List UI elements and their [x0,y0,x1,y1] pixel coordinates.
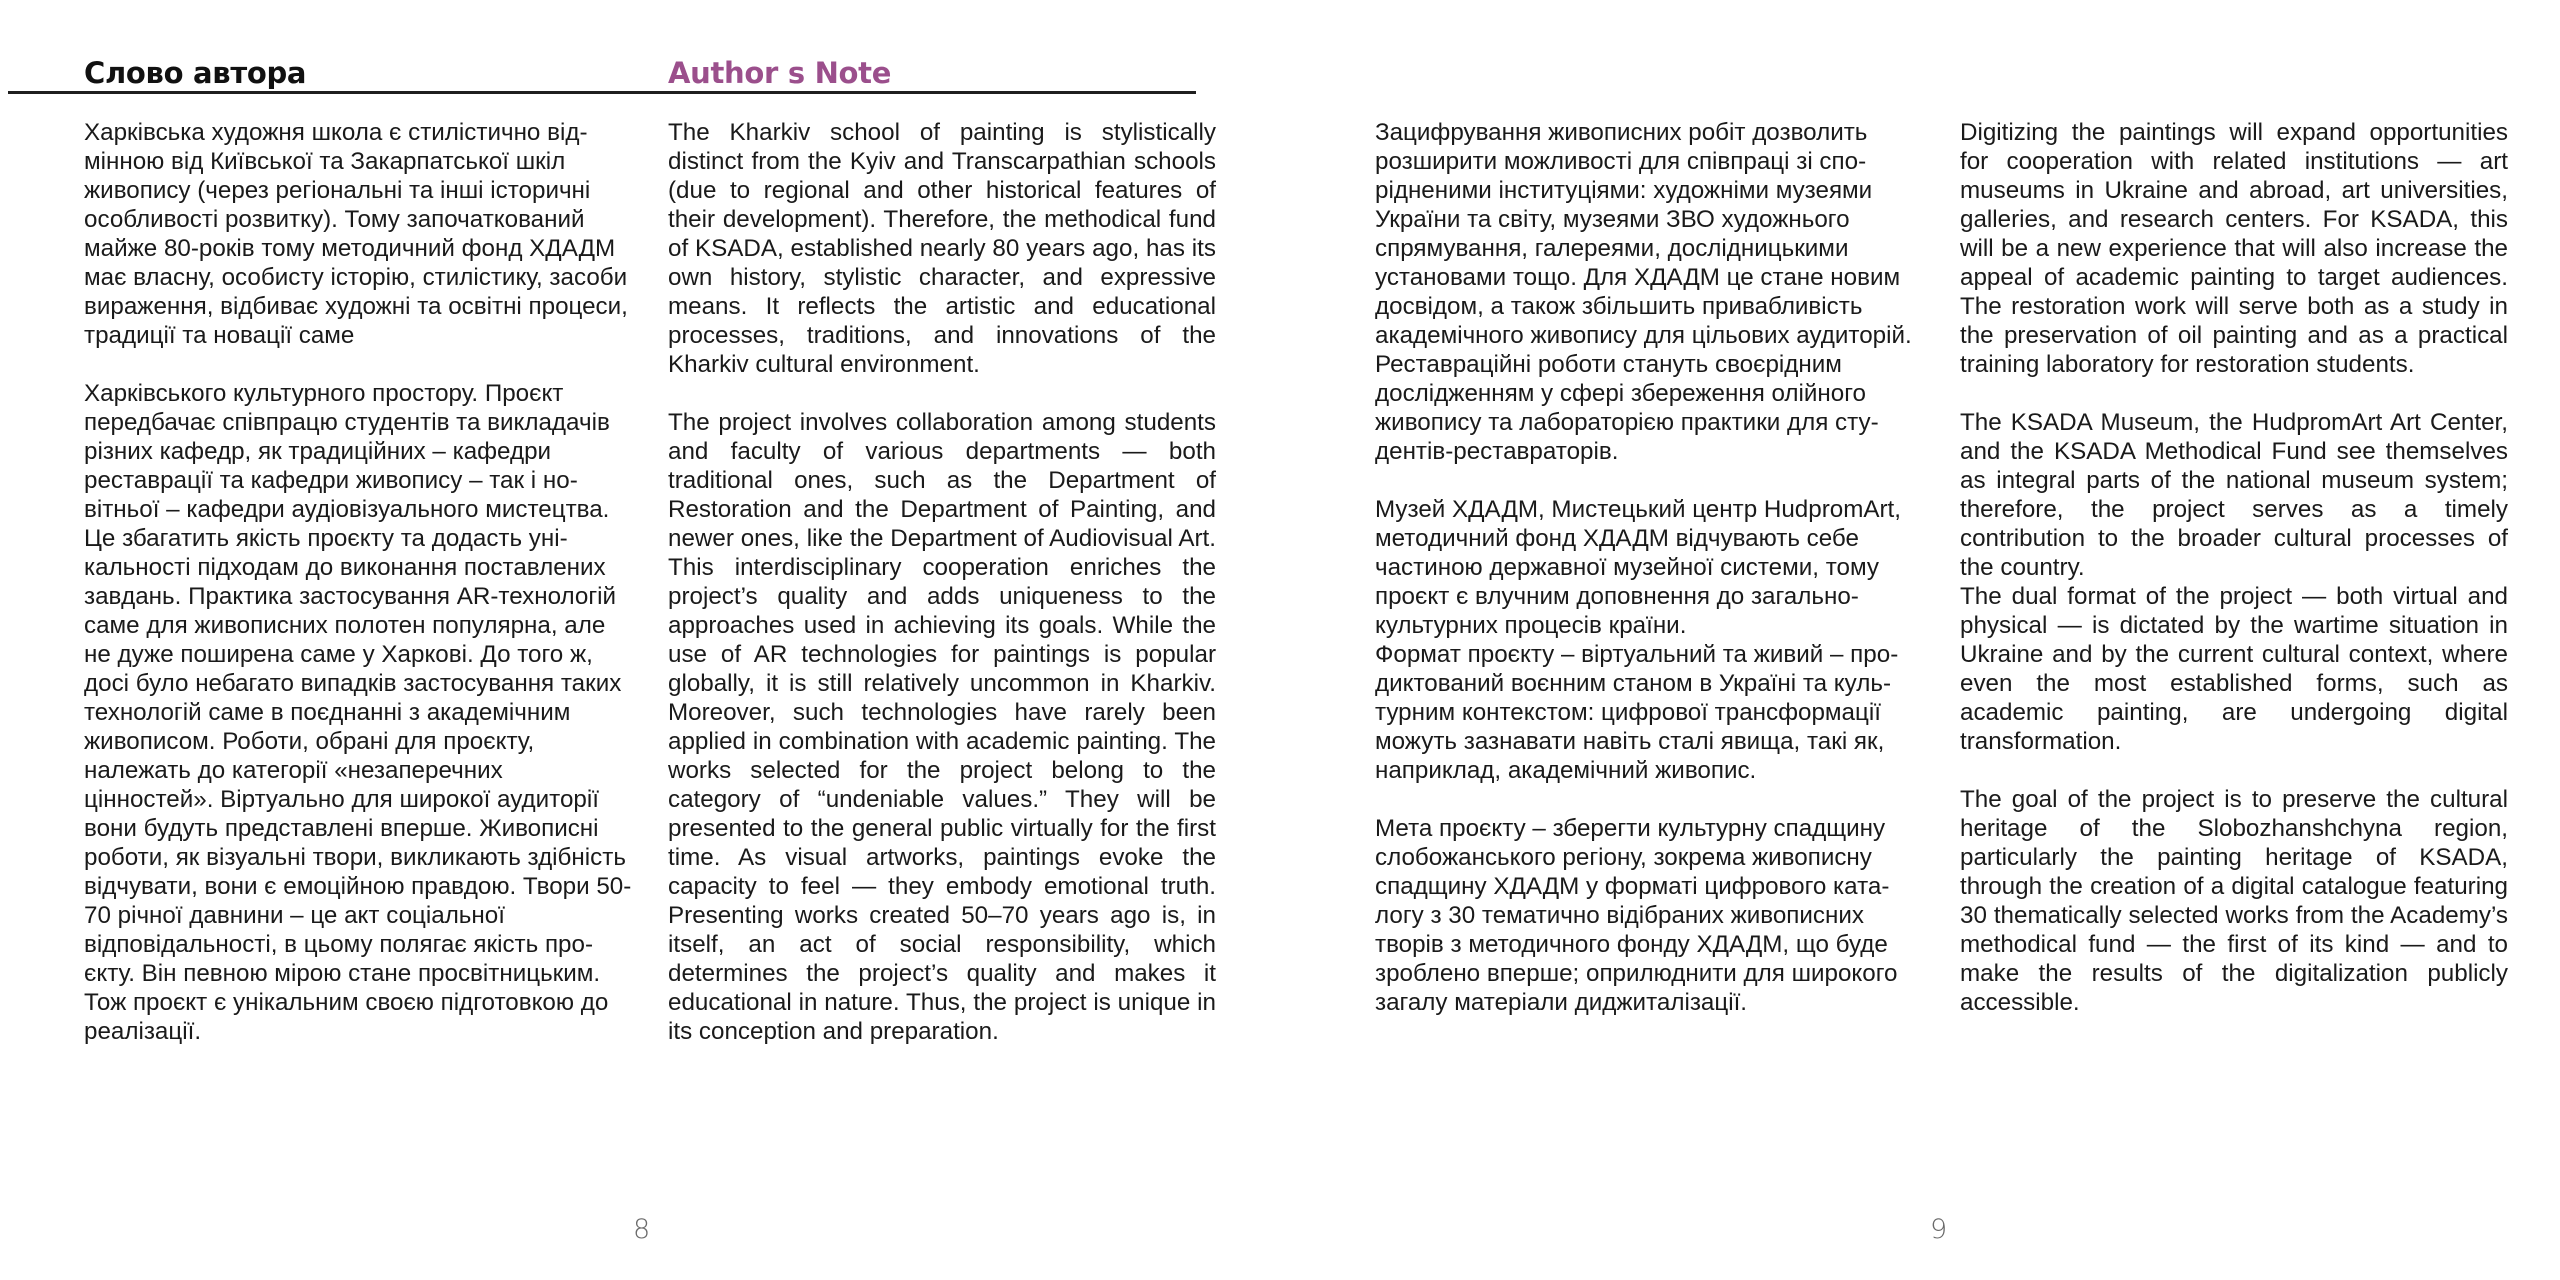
paragraph: Формат проєкту – віртуальний та живий – продиктований воєнним станом в Україні та культурним контекстом: цифрової трансформації можуть зазнавати навіть сталі явища, такі як, наприклад, академічний живопис. [1375,641,1899,784]
paragraph: Музей ХДАДМ, Мистецький центр HudpromArt, методичний фонд ХДАДМ відчувають себе частиною державної музейної системи, тому проєкт є влучним доповнення до загальнокультурних процесів країни. [1375,496,1901,639]
header-rule [8,91,1196,94]
section-title-ukrainian: Слово автора [84,56,307,90]
paragraph: The goal of the project is to preserve the cultural heritage of the Slobozhanshchyna region, particularly the painting heritage of KSADA, through the creation of a digital catalogue featuring 30 thematically selected works from the Academy’s methodical fund — the first of its kind — and to make the results of the digitalization publicly accessible. [1960,786,2508,1016]
paragraph: Харківська художня школа є стилістично відмінною від Київської та Закарпатської шкіл живопису (через регіональні та інші історичні особливості розвитку). Тому започаткований майже 80-років тому методичний фонд ХДАДМ має власну, особисту історію, стилістику, засоби вираження, відбиває художні та освітні процеси, традиції та новації саме [84,119,628,349]
paragraph: Мета проєкту – зберегти культурну спадщину слобожанського регіону, зокрема живописну спадщину ХДАДМ у форматі цифрового каталогу з 30 тематично відібраних живописних творів з методичного фонду ХДАДМ, що буде зроблено вперше; оприлюднити для широкого загалу матеріали диджиталізації. [1375,815,1898,1016]
paragraph-gap [1375,466,1923,495]
column-ukrainian-right [1375,118,1923,1017]
paragraph: Харківського культурного простору. Проєкт передбачає співпрацю студентів та викладачів різних кафедр, як традиційних – кафедри реставрації та кафедри живопису – так і новітньої – кафедри аудіовізуального мистецтва. Це збагатить якість проєкту та додасть унікальності підходам до виконання поставлених завдань. Практика застосування AR-технологій саме для живописних полотен популярна, але не дуже поширена саме у Харкові. До того ж, досі було небагато випадків застосування таких технологій саме в поєднанні з академічним живописом. Роботи, обрані для проєкту, належать до категорії «незаперечних цінностей». Віртуально для широкої аудиторії вони будуть представлені вперше. Живописні роботи, як візуальні твори, викликають здібність відчувати, вони є емоційною правдою. Твори 50-70 річної давнини – це акт соціальної відповідальності, в цьому полягає якість проєкту. Він певною мірою стане просвітницьким. Тож проєкт є унікальним своєю підготовкою до реалізації. [84,380,632,1045]
section-title-english: Author s Note [668,56,892,90]
paragraph: The project involves collaboration among students and faculty of various departments — both traditional ones, such as the Department of Restoration and the Department of Painting, and newer ones, like the Department of Audiovisual Art. This interdisciplinary cooperation enriches the project’s quality and adds uniqueness to the approaches used in achieving its goals. While the use of AR technologies for paintings is popular globally, it is still relatively uncommon in Kharkiv. Moreover, such technologies have rarely been applied in combination with academic painting. The works selected for the project belong to the category of “undeniable values.” They will be presented to the general public virtually for the first time. As visual artworks, paintings evoke the capacity to feel — they embody emotional truth. Presenting works created 50–70 years ago is, in itself, an act of social responsibility, which determines the project’s quality and makes it educational in nature. Thus, the project is unique in its conception and preparation. [668,409,1216,1045]
column-english-right [1960,118,2508,1017]
column-ukrainian-left [84,118,632,1046]
paragraph: The KSADA Museum, the HudpromArt Art Center, and the KSADA Methodical Fund see themselves as integral parts of the national museum system; therefore, the project serves as a timely contribution to the broader cultural processes of the country. [1960,409,2508,581]
paragraph-gap [668,379,1216,408]
page-number-right: 9 [1930,1214,1948,1245]
paragraph: Digitizing the paintings will expand opportunities for cooperation with related institutions — art museums in Ukraine and abroad, art universities, galleries, and research centers. For KSADA, this will be a new experience that will also increase the appeal of academic painting to target audiences. The restoration work will serve both as a study in the preservation of oil painting and as a practical training laboratory for restoration students. [1960,119,2508,378]
paragraph: The Kharkiv school of painting is stylistically distinct from the Kyiv and Transcarpathian schools (due to regional and other historical features of their development). Therefore, the methodical fund of KSADA, established nearly 80 years ago, has its own history, stylistic character, and expressive means. It reflects the artistic and educational processes, traditions, and innovations of the Kharkiv cultural environment. [668,119,1216,378]
paragraph-gap [84,350,632,379]
paragraph-gap [1960,379,2508,408]
page-number-left: 8 [633,1214,651,1245]
paragraph-gap [1375,785,1923,814]
paragraph: Зацифрування живописних робіт дозволить розширити можливості для співпраці зі спорідненими інституціями: художніми музеями України та світу, музеями ЗВО художнього спрямування, галереями, дослідницькими установами тощо. Для ХДАДМ це стане новим досвідом, а також збільшить привабливість академічного живопису для цільових аудиторій. Реставраційні роботи стануть своєрідним дослідженням у сфері збереження олійного живопису та лабораторією практики для студентів-реставраторів. [1375,119,1912,465]
column-english-left [668,118,1216,1046]
paragraph: The dual format of the project — both virtual and physical — is dictated by the wartime situation in Ukraine and by the current cultural context, where even the most established forms, such as academic painting, are undergoing digital transformation. [1960,583,2508,755]
paragraph-gap [1960,756,2508,785]
